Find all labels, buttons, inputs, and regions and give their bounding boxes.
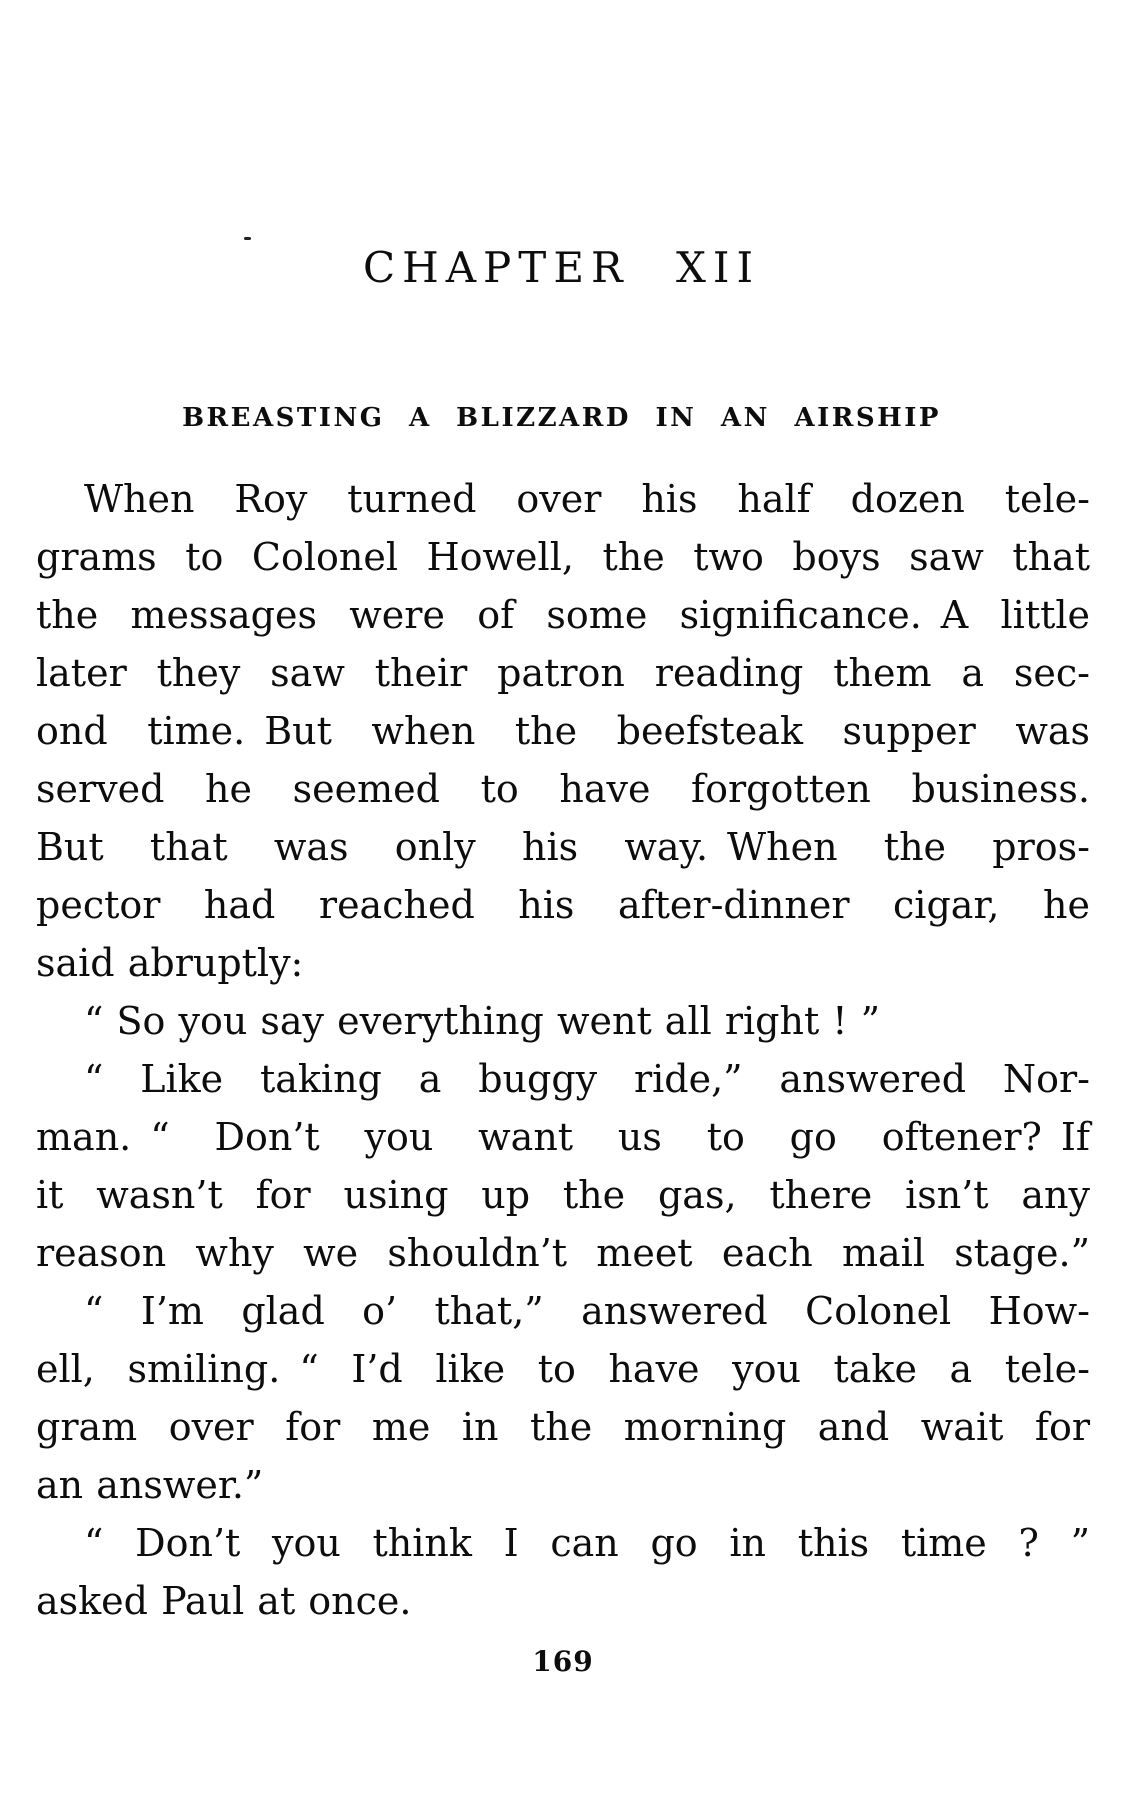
text-line: reason why we shouldn’t meet each mail stage.” <box>36 1231 1090 1275</box>
text-line: ond time. But when the beefsteak supper was <box>36 709 1090 753</box>
text-line: grams to Colonel Howell, the two boys saw that <box>36 535 1090 579</box>
text-line: gram over for me in the morning and wait for <box>36 1405 1090 1449</box>
text-line: “ So you say everything went all right ! ” <box>84 999 881 1043</box>
chapter-title: CHAPTER XII <box>362 243 761 292</box>
text-line: pector had reached his after-dinner cigar, he <box>36 883 1090 927</box>
text-line: the messages were of some significance. A little <box>36 593 1090 637</box>
text-line: an answer.” <box>36 1463 264 1507</box>
text-line: “ Don’t you think I can go in this time ? ” <box>84 1521 1090 1565</box>
text-line: But that was only his way. When the pros- <box>36 825 1090 869</box>
text-line: When Roy turned over his half dozen tele- <box>84 477 1090 521</box>
scan-speck <box>244 237 251 240</box>
text-line: ell, smiling. “ I’d like to have you take a tele- <box>36 1347 1090 1391</box>
text-line: “ I’m glad o’ that,” answered Colonel How- <box>84 1289 1090 1333</box>
text-line: it wasn’t for using up the gas, there isn’t any <box>36 1173 1090 1217</box>
text-line: asked Paul at once. <box>36 1579 412 1623</box>
text-line: later they saw their patron reading them a sec- <box>36 651 1090 695</box>
text-line: served he seemed to have forgotten business. <box>36 767 1090 811</box>
chapter-subtitle: BREASTING A BLIZZARD IN AN AIRSHIP <box>182 403 941 433</box>
body-text <box>36 470 1090 1630</box>
page-number: 169 <box>532 1645 594 1678</box>
text-line: said abruptly: <box>36 941 304 985</box>
text-line: man. “ Don’t you want us to go oftener? If <box>36 1115 1090 1159</box>
text-line: “ Like taking a buggy ride,” answered Nor- <box>84 1057 1090 1101</box>
